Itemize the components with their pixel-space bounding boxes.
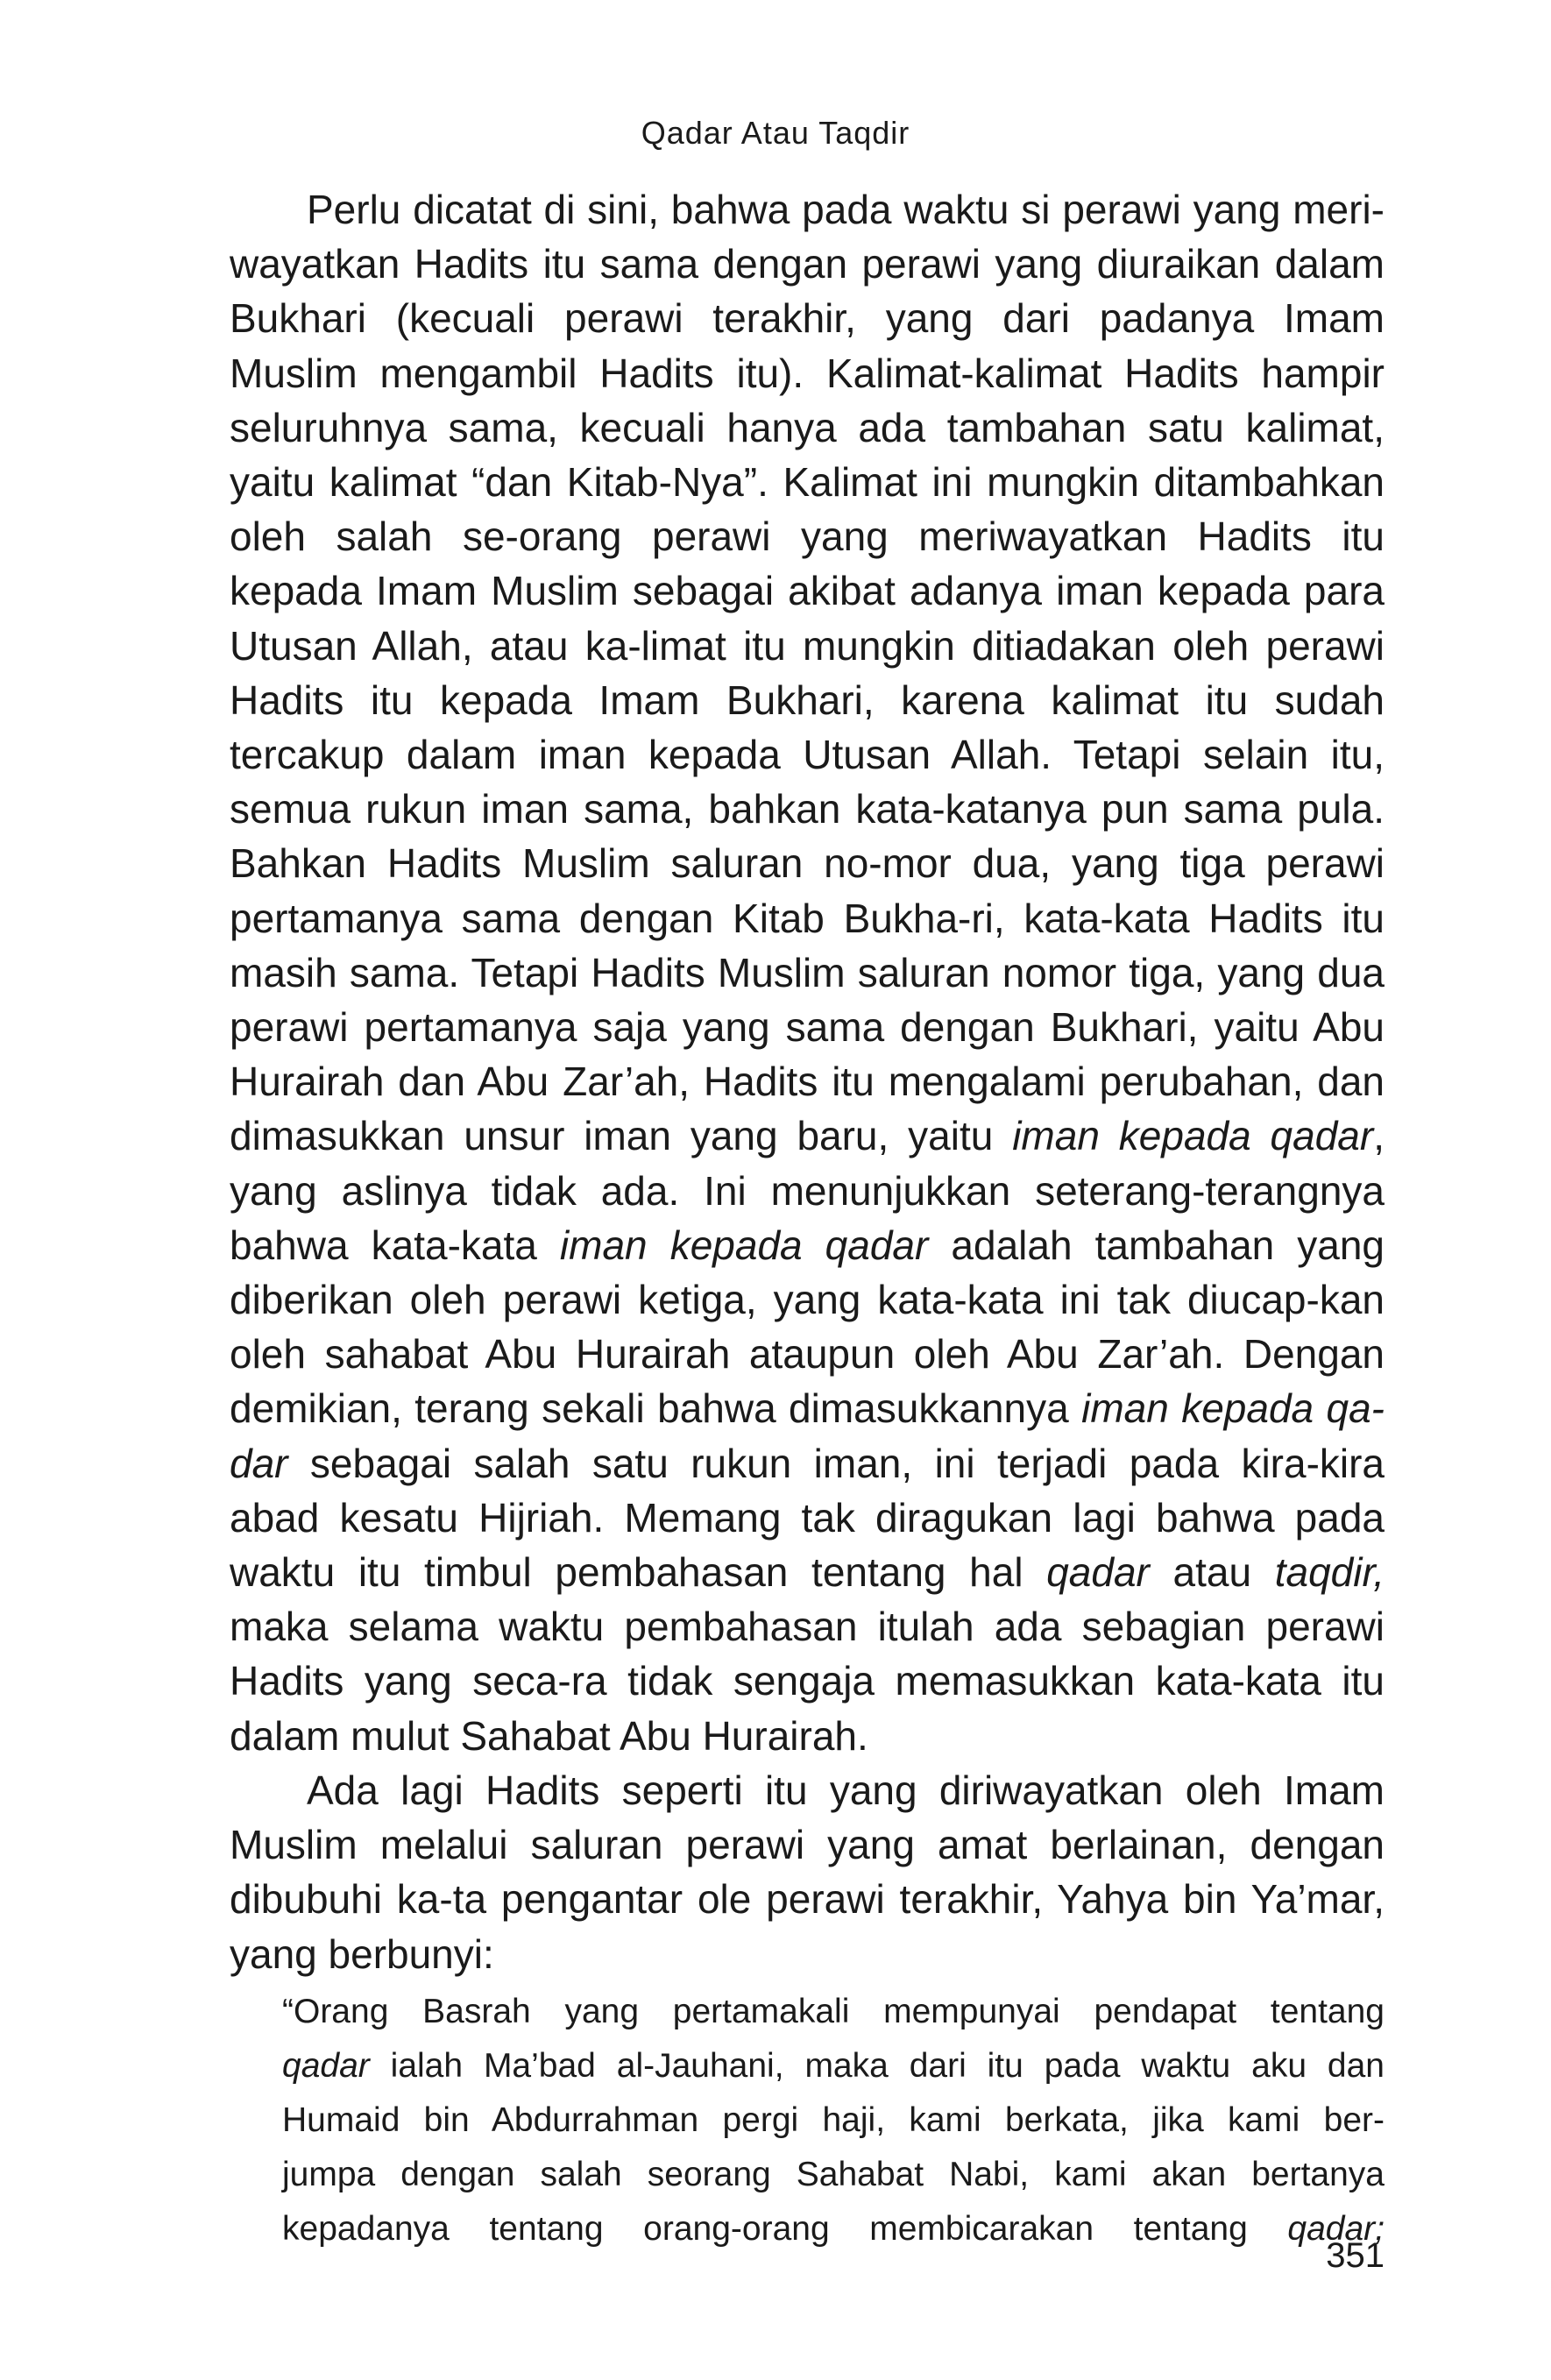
running-head-title: Qadar Atau Taqdir [641, 115, 910, 151]
text-run: , yang aslinya tidak ada. Ini menunjukkan seterang-terangnya bahwa kata-kata [230, 1113, 1385, 1268]
block-quote [282, 1985, 1385, 2256]
paragraph-1 [230, 182, 1385, 1763]
quote-line [282, 2202, 1385, 2256]
italic-term: iman kepada qadar [1012, 1113, 1374, 1159]
paragraph-2: Ada lagi Hadits seperti itu yang diriwayatkan oleh Imam Muslim melalui saluran perawi yang amat berlainan, dengan dibubuhi ka-ta pengantar ole perawi terakhir, Yahya bin Ya’mar, yang berbunyi: [230, 1767, 1385, 1977]
quote-line: Humaid bin Abdurrahman pergi haji, kami berkata, jika kami ber- [282, 2100, 1385, 2139]
page-number: 351 [1326, 2236, 1385, 2275]
body-text [230, 182, 1385, 2256]
italic-term: qadar; [1287, 2209, 1385, 2248]
italic-term: qadar [282, 2046, 370, 2085]
text-run: ialah Ma’bad al-Jauhani, maka dari itu pada waktu aku dan [390, 2046, 1385, 2085]
quote-line: jumpa dengan salah seorang Sahabat Nabi, kami akan bertanya [282, 2155, 1385, 2193]
quote-line: “Orang Basrah yang pertamakali mempunyai pendapat tentang [282, 1992, 1385, 2030]
quote-line [282, 2039, 1385, 2093]
text-run: adalah tambahan yang diberikan oleh perawi ketiga, yang kata-kata ini tak diucap-kan oleh sahabat Abu Hurairah ataupun oleh Abu Zar’ah. Dengan demikian, terang sekali bahwa dimasukkannya [230, 1222, 1385, 1432]
text-run: Perlu dicatat di sini, bahwa pada waktu si perawi yang meri-wayatkan Hadits itu sama dengan perawi yang diuraikan dalam Bukhari (kecuali perawi terakhir, yang dari padanya Imam Muslim mengambil Hadits itu). Kalimat-kalimat Hadits hampir seluruhnya sama, kecuali hanya ada tambahan satu kalimat, yaitu kalimat “dan Kitab-Nya”. Kalimat ini mungkin ditambahkan oleh salah se-orang perawi yang meriwayatkan Hadits itu kepada Imam Muslim sebagai akibat adanya iman kepada para Utusan Allah, atau ka-limat itu mungkin ditiadakan oleh perawi Hadits itu kepada Imam Bukhari, karena kalimat itu sudah tercakup dalam iman kepada Utusan Allah. Tetapi selain itu, semua rukun iman sama, bahkan kata-katanya pun sama pula. Bahkan Hadits Muslim saluran no-mor dua, yang tiga perawi pertamanya sama dengan Kitab Bukha-ri, kata-kata Hadits itu masih sama. Tetapi Hadits Muslim saluran nomor tiga, yang dua perawi pertamanya saja yang sama dengan Bukhari, yaitu Abu Hurairah dan Abu Zar’ah, Hadits itu mengalami perubahan, dan dimasukkan unsur iman yang baru, yaitu [230, 187, 1385, 1159]
text-run: maka selama waktu pembahasan itulah ada sebagian perawi Hadits yang seca-ra tidak sengaja memasukkan kata-kata itu dalam mulut Sahabat Abu Hurairah. [230, 1604, 1385, 1759]
italic-term: taqdir, [1274, 1549, 1385, 1596]
text-run: atau [1172, 1549, 1252, 1596]
italic-term: qadar [1046, 1549, 1150, 1596]
italic-term: iman kepada qa-dar [230, 1385, 1385, 1486]
text-run: sebagai salah satu rukun iman, ini terjadi pada kira-kira abad kesatu Hijriah. Memang tak diragukan lagi bahwa pada waktu itu timbul pembahasan tentang hal [230, 1440, 1385, 1596]
text-run: kepadanya tentang orang-orang membicarakan tentang [282, 2209, 1248, 2248]
italic-term: iman kepada qadar [559, 1222, 929, 1268]
